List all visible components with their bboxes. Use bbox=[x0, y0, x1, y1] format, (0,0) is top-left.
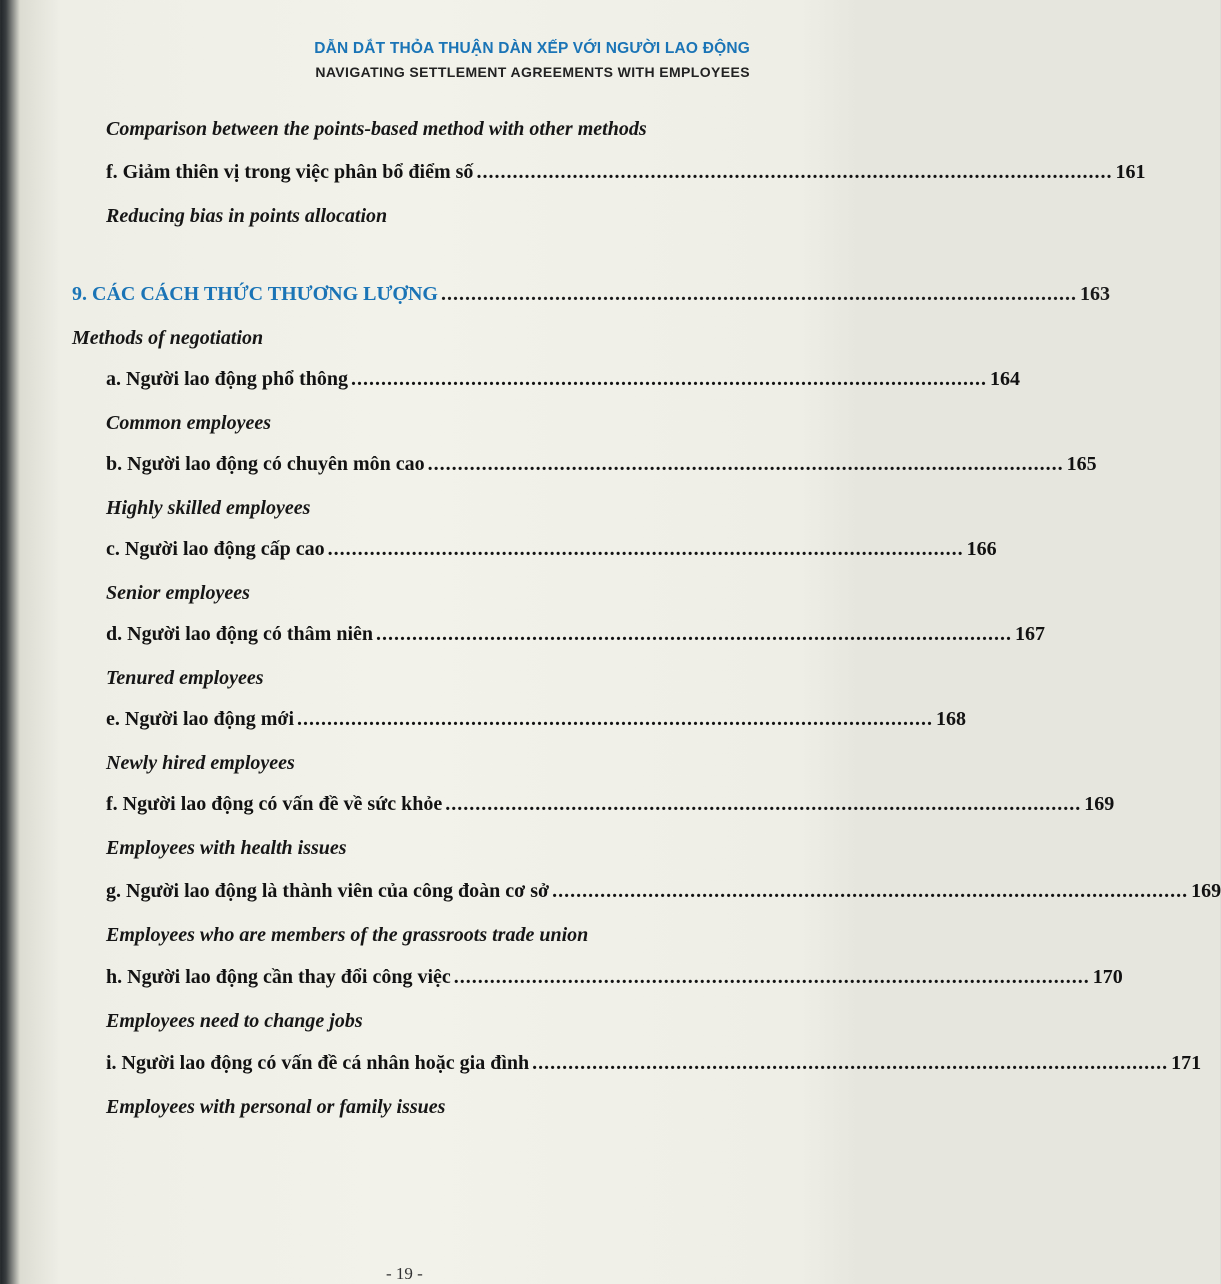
toc-entry bbox=[106, 623, 1046, 646]
toc-entry bbox=[106, 453, 1097, 476]
dot-leader: .......................................................................................................... bbox=[376, 623, 1013, 645]
toc-entry-label: f. Người lao động có vấn đề về sức khỏe bbox=[106, 793, 443, 815]
toc-page-number: 166 bbox=[966, 538, 997, 560]
toc-page-number: 170 bbox=[1092, 966, 1123, 988]
toc-section-9 bbox=[72, 283, 1110, 306]
dot-leader: .......................................................................................................... bbox=[427, 453, 1064, 475]
toc-page-number: 169 bbox=[1084, 793, 1115, 815]
toc-entry-label: i. Người lao động có vấn đề cá nhân hoặc gia đình bbox=[106, 1052, 530, 1074]
page-number: - 19 - bbox=[386, 1264, 423, 1283]
section-page-number: 163 bbox=[1079, 283, 1110, 305]
toc-page-number: 161 bbox=[1115, 161, 1146, 183]
toc-entry-english: Common employees bbox=[106, 412, 271, 434]
toc-entry-english: Newly hired employees bbox=[106, 752, 295, 774]
toc-entry-english: Tenured employees bbox=[106, 667, 264, 689]
dot-leader: .......................................................................................................... bbox=[445, 793, 1082, 815]
toc-entry bbox=[106, 880, 1221, 903]
toc-entry-english: Employees with personal or family issues bbox=[106, 1096, 446, 1118]
toc-entry bbox=[106, 708, 967, 731]
toc-page-number: 169 bbox=[1191, 880, 1221, 902]
toc-entry-label: f. Giảm thiên vị trong việc phân bổ điểm số bbox=[106, 161, 474, 183]
dot-leader: .......................................................................................................... bbox=[476, 161, 1113, 183]
running-header-vietnamese: DẪN DẮT THỎA THUẬN DÀN XẾP VỚI NGƯỜI LAO ĐỘNG bbox=[314, 40, 750, 57]
toc-entry-f-bias bbox=[106, 161, 1146, 184]
dot-leader: .......................................................................................................... bbox=[552, 880, 1189, 902]
dot-leader: .......................................................................................................... bbox=[453, 966, 1090, 988]
toc-entry-label: e. Người lao động mới bbox=[106, 708, 295, 730]
toc-page-number: 167 bbox=[1015, 623, 1046, 645]
dot-leader: .......................................................................................................... bbox=[351, 368, 988, 390]
toc-entry-english: Senior employees bbox=[106, 582, 250, 604]
toc-entry-label: c. Người lao động cấp cao bbox=[106, 538, 325, 560]
toc-entry-label: b. Người lao động có chuyên môn cao bbox=[106, 453, 425, 475]
section-english-title: Methods of negotiation bbox=[72, 327, 264, 349]
toc-entry-english: Reducing bias in points allocation bbox=[106, 205, 388, 227]
toc-entry-english: Employees who are members of the grassroots trade union bbox=[106, 924, 589, 946]
toc-entry bbox=[106, 1052, 1202, 1075]
dot-leader: .......................................................................................................... bbox=[327, 538, 964, 560]
toc-entry-label: a. Người lao động phổ thông bbox=[106, 368, 349, 390]
toc-entry bbox=[106, 368, 1021, 391]
toc-entry bbox=[106, 966, 1123, 989]
toc-entry-label: h. Người lao động cần thay đổi công việc bbox=[106, 966, 451, 988]
dot-leader: .......................................................................................................... bbox=[297, 708, 934, 730]
toc-page-number: 168 bbox=[936, 708, 967, 730]
comparison-english-subtitle: Comparison between the points-based method with other methods bbox=[106, 118, 647, 140]
toc-page-number: 165 bbox=[1066, 453, 1097, 475]
toc-entry-label: g. Người lao động là thành viên của công đoàn cơ sở bbox=[106, 880, 550, 902]
dot-leader: .......................................................................................................... bbox=[440, 283, 1077, 305]
toc-entry-label: d. Người lao động có thâm niên bbox=[106, 623, 374, 645]
toc-entry-english: Highly skilled employees bbox=[106, 497, 311, 519]
running-header-english: NAVIGATING SETTLEMENT AGREEMENTS WITH EMPLOYEES bbox=[315, 64, 750, 80]
section-title: 9. CÁC CÁCH THỨC THƯƠNG LƯỢNG bbox=[72, 283, 438, 305]
toc-entry-english: Employees need to change jobs bbox=[106, 1010, 363, 1032]
toc-page-number: 164 bbox=[990, 368, 1021, 390]
toc-entry-english: Employees with health issues bbox=[106, 837, 347, 859]
toc-entry bbox=[106, 538, 997, 561]
dot-leader: .......................................................................................................... bbox=[532, 1052, 1169, 1074]
toc-page-number: 171 bbox=[1171, 1052, 1202, 1074]
toc-entry bbox=[106, 793, 1115, 816]
